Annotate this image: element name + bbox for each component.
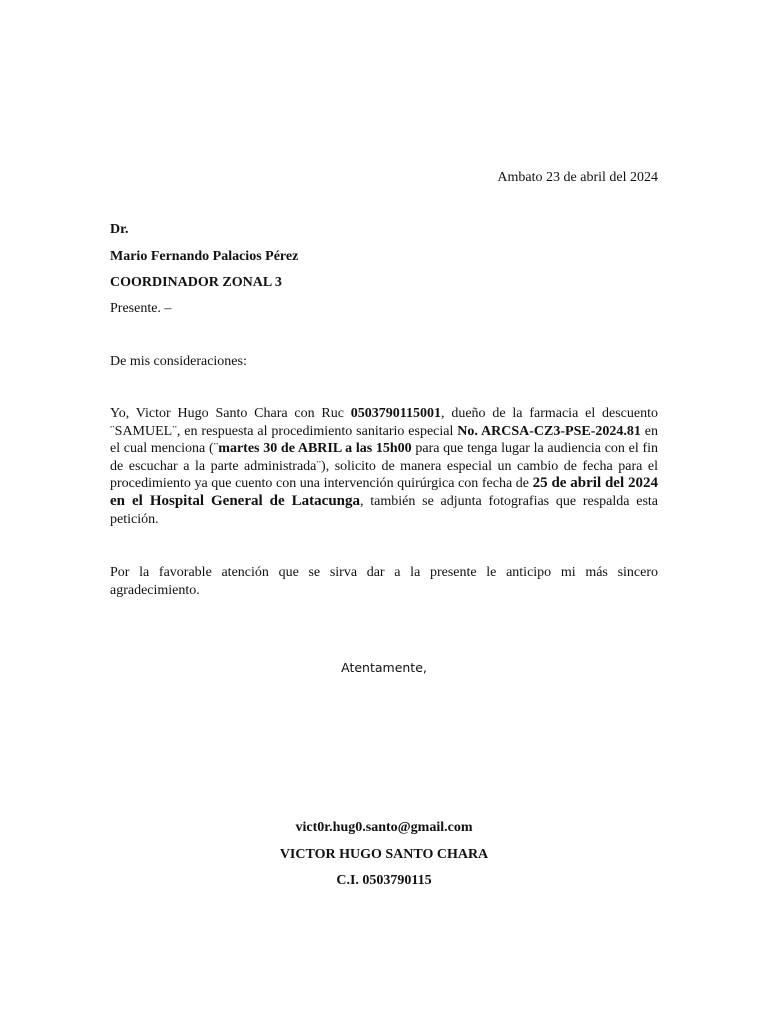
body-text: para que tenga lugar la audiencia con el fin de escuchar a la parte administrada¨), solicito de manera especial un cambio de fecha para el procedimiento ya que cuento con una intervención quirúrgica con fecha de	[110, 441, 659, 492]
body-text: Yo, Victor Hugo Santo Chara con Ruc	[110, 406, 351, 421]
greeting: De mis consideraciones:	[110, 354, 247, 369]
ruc-number: 0503790115001	[350, 406, 442, 421]
closing: Atentamente,	[341, 660, 427, 675]
recipient-position: COORDINADOR ZONAL 3	[110, 275, 282, 290]
recipient-title: Dr.	[110, 222, 129, 237]
recipient-name: Mario Fernando Palacios Pérez	[110, 249, 299, 264]
signature-name: VICTOR HUGO SANTO CHARA	[279, 847, 489, 862]
procedure-number: No. ARCSA-CZ3-PSE-2024.81	[457, 423, 641, 439]
body-text: , también se adjunta fotografias que respalda esta petición.	[110, 493, 659, 527]
body-paragraph-2: Por la favorable atención que se sirva dar a la presente le anticipo mi más sincero agradecimiento.	[110, 565, 658, 598]
body-text: en el cual menciona (¨	[110, 423, 658, 457]
body-text: , dueño de la farmacia el descuento ¨SAMUEL¨, en respuesta al procedimiento sanitario especial	[110, 406, 659, 439]
signature-email: vict0r.hug0.santo@gmail.com	[295, 820, 473, 835]
signature-ci: C.I. 0503790115	[336, 873, 432, 888]
surgery-details: 25 de abril del 2024 en el Hospital General de Latacunga	[110, 475, 658, 509]
place-date: Ambato 23 de abril del 2024	[497, 170, 658, 185]
presente-line: Presente. –	[110, 301, 172, 316]
hearing-date: martes 30 de ABRIL a las 15h00	[218, 441, 412, 457]
body-paragraph-1	[110, 405, 658, 528]
